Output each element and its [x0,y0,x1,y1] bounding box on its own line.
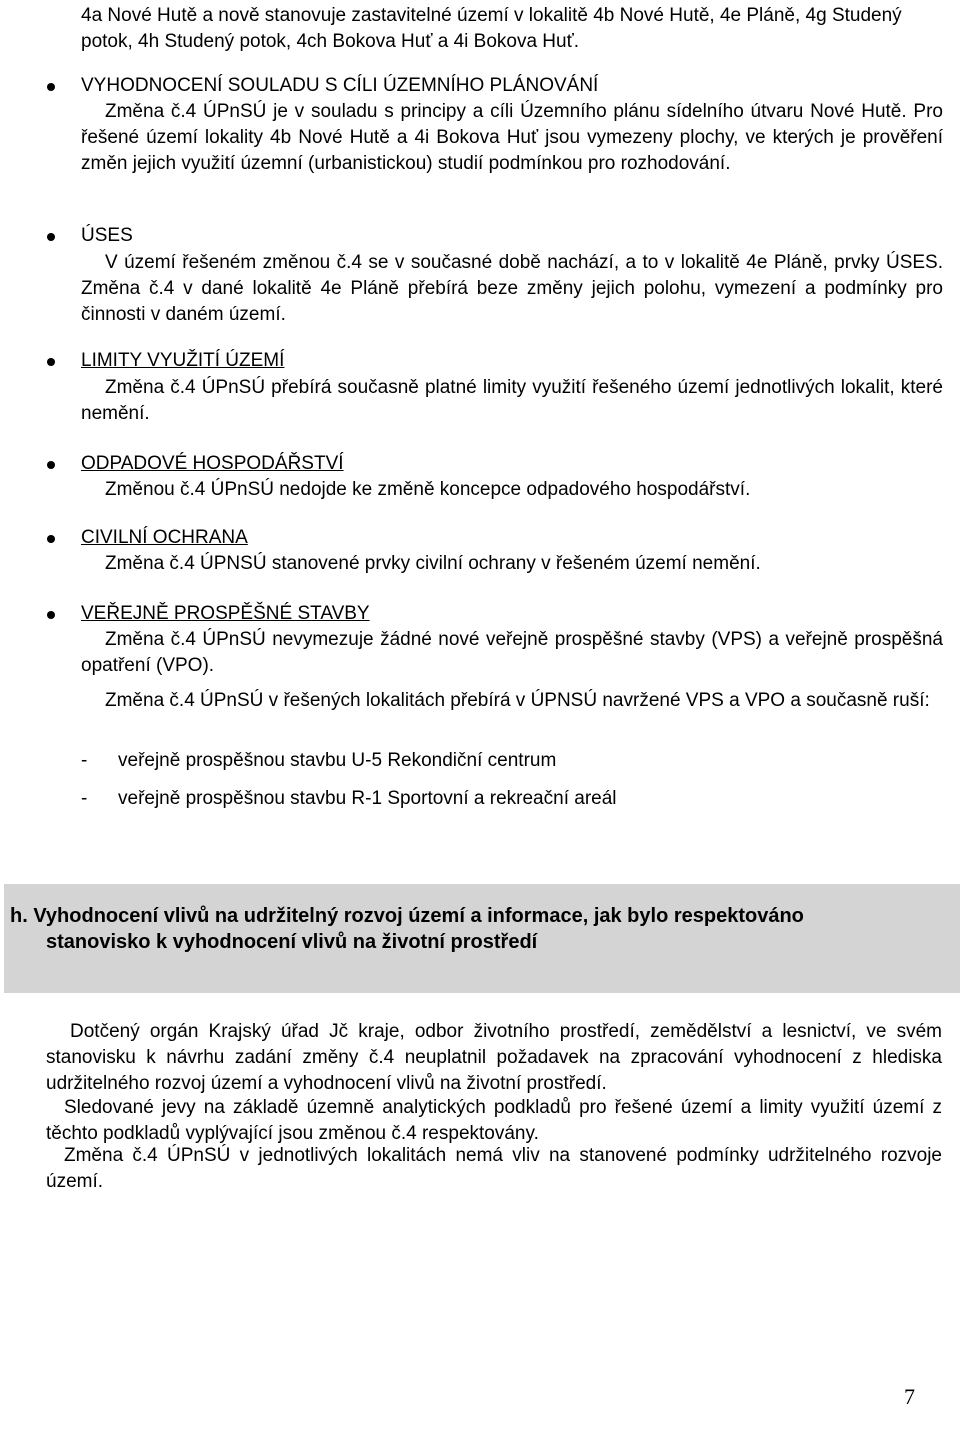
bullet [47,358,55,366]
bullet [47,611,55,619]
intro-paragraph: 4a Nové Hutě a nově stanovuje zastavitelné území v lokalitě 4b Nové Hutě, 4e Pláně, 4g Studený potok, 4h Studený potok, 4ch Bokova Huť a 4i Bokova Huť. [81,5,902,52]
section-body-vps-1: Změna č.4 ÚPnSÚ nevymezuje žádné nové veřejně prospěšné stavby (VPS) a veřejně prospěšná opatření (VPO). [81,629,943,676]
list-item: veřejně prospěšnou stavbu R-1 Sportovní a rekreační areál [118,788,617,809]
list-dash: - [81,750,88,771]
section-heading-civil: CIVILNÍ OCHRANA [81,527,248,548]
section-heading-souladu: VYHODNOCENÍ SOULADU S CÍLI ÚZEMNÍHO PLÁNOVÁNÍ [81,75,599,96]
section-body-vps-2: Změna č.4 ÚPnSÚ v řešených lokalitách přebírá v ÚPNSÚ navržené VPS a VPO a současně ruší: [105,690,930,711]
section-h-paragraph-3: Změna č.4 ÚPnSÚ v jednotlivých lokalitách nemá vliv na stanovené podmínky udržitelného rozvoje území. [46,1145,942,1192]
section-body-uses: V území řešeném změnou č.4 se v současné době nachází, a to v lokalitě 4e Pláně, prvky ÚSES. Změna č.4 v dané lokalitě 4e Pláně přebírá beze změny jejich polohu, vymezení a podmínky pro činnosti v daném území. [81,252,943,325]
list-dash: - [81,788,88,809]
list-item: veřejně prospěšnou stavbu U-5 Rekondiční centrum [118,750,557,771]
section-heading-vps: VEŘEJNĚ PROSPĚŠNÉ STAVBY [81,603,370,624]
section-h-paragraph-1: Dotčený orgán Krajský úřad Jč kraje, odbor životního prostředí, zemědělství a lesnictví, ve svém stanovisku k návrhu zadání změny č.4 neuplatnil požadavek na zpracování vyhodnocení z hlediska udržitelného rozvoj území a vyhodnocení vlivů na životní prostředí. [46,1021,942,1094]
section-body-odpad: Změnou č.4 ÚPnSÚ nedojde ke změně koncepce odpadového hospodářství. [105,479,751,500]
section-h-title [10,903,945,955]
section-body-civil: Změna č.4 ÚPNSÚ stanovené prvky civilní ochrany v řešeném území nemění. [105,553,761,574]
section-heading-odpad: ODPADOVÉ HOSPODÁŘSTVÍ [81,453,344,474]
bullet [47,535,55,543]
page-number: 7 [904,1384,915,1409]
section-body-limity: Změna č.4 ÚPnSÚ přebírá současně platné limity využití řešeného území jednotlivých lokalit, které nemění. [81,377,943,424]
section-heading-limity: LIMITY VYUŽITÍ ÚZEMÍ [81,350,285,371]
bullet [47,461,55,469]
section-heading-uses: ÚSES [81,225,133,246]
section-body-souladu: Změna č.4 ÚPnSÚ je v souladu s principy a cíli Územního plánu sídelního útvaru Nové Hutě. Pro řešené území lokality 4b Nové Hutě a 4i Bokova Huť jsou vymezeny plochy, ve kterých je prověření změn jejich využití územní (urbanistickou) studií podmínkou pro rozhodování. [81,101,943,174]
section-h-title-line2: stanovisko k vyhodnocení vlivů na životní prostředí [46,931,538,953]
section-h-paragraph-2: Sledované jevy na základě územně analytických podkladů pro řešené území a limity využití území z těchto podkladů vyplývající jsou změnou č.4 respektovány. [46,1097,942,1144]
section-h-title-line1: h. Vyhodnocení vlivů na udržitelný rozvoj území a informace, jak bylo respektováno [10,905,804,927]
bullet [47,233,55,241]
bullet [47,83,55,91]
